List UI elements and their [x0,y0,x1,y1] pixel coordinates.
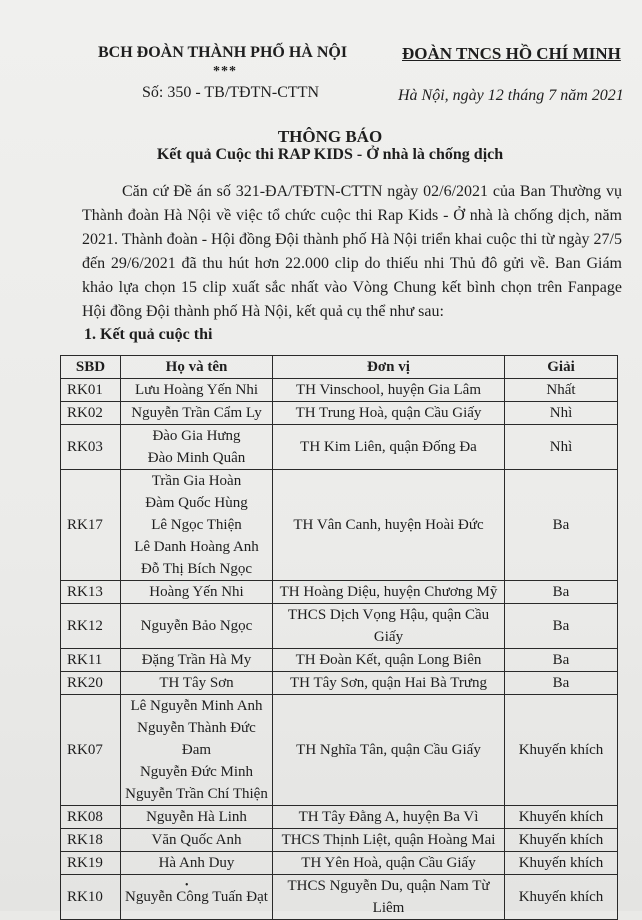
cell-sbd: RK08 [61,806,121,829]
cell-sbd: RK19 [61,852,121,875]
cell-names [121,875,273,920]
table-row [61,875,618,920]
participant-name: Đào Gia Hưng [152,428,241,444]
table-row [61,672,618,695]
participant-name: Nguyễn Công Tuấn Đạt [125,889,268,905]
participant-name: Nguyễn Bảo Ngọc [140,618,253,634]
results-table [60,355,618,920]
cell-names [121,425,273,470]
cell-prize: Ba [505,581,618,604]
table-row [61,470,618,581]
union-name: ĐOÀN TNCS HỒ CHÍ MINH [402,44,621,63]
cell-unit: TH Nghĩa Tân, quận Cầu Giấy [273,695,505,806]
cell-sbd: RK12 [61,604,121,649]
table-row [61,852,618,875]
table-header-row [61,356,618,379]
table-row [61,829,618,852]
participant-name: TH Tây Sơn [159,675,234,691]
cell-unit: TH Tây Đằng A, huyện Ba Vì [273,806,505,829]
cell-names [121,581,273,604]
participant-name: Trần Gia Hoàn [151,473,242,489]
table-row [61,402,618,425]
document-subtitle: Kết quả Cuộc thi RAP KIDS - Ở nhà là chống dịch [156,146,504,163]
cell-sbd: RK03 [61,425,121,470]
cell-names [121,806,273,829]
place-and-date: Hà Nội, ngày 12 tháng 7 năm 2021 [398,87,624,104]
cell-unit: TH Yên Hoà, quận Cầu Giấy [273,852,505,875]
participant-name: Lê Nguyễn Minh Anh [130,698,263,714]
header-name: Họ và tên [121,356,273,379]
cell-prize: Nhì [505,425,618,470]
table-row [61,695,618,806]
participant-name: Hoàng Yến Nhi [149,584,244,600]
participant-name: Nguyễn Đức Minh [139,764,254,780]
cell-prize: Nhất [505,379,618,402]
cell-unit: THCS Nguyễn Du, quận Nam Từ Liêm [273,875,505,920]
participant-name: Nguyễn Trần Cẩm Ly [131,405,262,421]
cell-sbd: RK20 [61,672,121,695]
cell-names [121,672,273,695]
table-row [61,581,618,604]
cell-sbd: RK17 [61,470,121,581]
cell-sbd: RK10 [61,875,121,920]
cell-sbd: RK18 [61,829,121,852]
cell-prize: Ba [505,649,618,672]
cell-names [121,829,273,852]
table-row [61,604,618,649]
cell-names [121,604,273,649]
cell-unit: TH Đoàn Kết, quận Long Biên [273,649,505,672]
cell-sbd: RK13 [61,581,121,604]
cell-unit: TH Trung Hoà, quận Cầu Giấy [273,402,505,425]
participant-name: Nguyễn Thành Đức Đam [137,720,256,758]
cell-names [121,695,273,806]
cell-names [121,649,273,672]
cell-prize: Khuyến khích [505,875,618,920]
cell-unit: THCS Thịnh Liệt, quận Hoàng Mai [273,829,505,852]
table-row [61,425,618,470]
table-row [61,649,618,672]
cell-sbd: RK11 [61,649,121,672]
participant-name: Đỗ Thị Bích Ngọc [141,561,252,577]
cell-names [121,379,273,402]
participant-name: Lê Ngọc Thiện [151,517,242,533]
cell-prize: Nhì [505,402,618,425]
cell-sbd: RK02 [61,402,121,425]
cell-unit: TH Hoàng Diệu, huyện Chương Mỹ [273,581,505,604]
document-title: THÔNG BÁO [277,127,383,146]
issuing-organization: BCH ĐOÀN THÀNH PHỐ HÀ NỘI [98,44,348,61]
cell-sbd: RK07 [61,695,121,806]
section-heading: 1. Kết quả cuộc thi [84,326,213,343]
header-prize: Giải [505,356,618,379]
participant-name: Đào Minh Quân [147,450,246,466]
paragraph-text: Căn cứ Đề án số 321-ĐA/TĐTN-CTTN ngày 02/6/2021 của Ban Thường vụ Thành đoàn Hà Nội về việc tổ chức cuộc thi Rap Kids - Ở nhà là chống dịch, năm 2021. Thành đoàn - Hội đồng Đội thành phố Hà Nội triển khai cuộc thi từ ngày 27/5 đến 29/6/2021 đã thu hút hơn 22.000 clip do thiếu nhi Thủ đô gửi về. Ban Giám khảo lựa chọn 15 clip xuất sắc nhất vào Vòng Chung kết bình chọn trên Fanpage Hội đồng Đội thành phố Hà Nội, kết quả cụ thể như sau: [82,183,622,320]
cell-prize: Khuyến khích [505,852,618,875]
participant-name: Lê Danh Hoàng Anh [134,539,259,555]
cell-sbd: RK01 [61,379,121,402]
cell-names [121,470,273,581]
cell-unit: TH Vinschool, huyện Gia Lâm [273,379,505,402]
participant-name: Nguyễn Hà Linh [146,809,247,825]
cell-names [121,852,273,875]
participant-name: Lưu Hoàng Yến Nhi [135,382,258,398]
cell-prize: Khuyến khích [505,829,618,852]
header-sbd: SBD [61,356,121,379]
participant-name: Văn Quốc Anh [151,832,242,848]
header-unit: Đơn vị [273,356,505,379]
header-stars: *** [213,64,237,79]
cell-names [121,402,273,425]
participant-name: Đàm Quốc Hùng [145,495,248,511]
table-row [61,806,618,829]
page-mark: • [185,880,189,891]
cell-prize: Ba [505,672,618,695]
cell-prize: Ba [505,470,618,581]
table-body [61,379,618,920]
participant-name: Nguyễn Trần Chí Thiện [125,786,268,802]
participant-name: Đặng Trần Hà My [141,652,252,668]
intro-paragraph [82,180,622,324]
cell-unit: TH Tây Sơn, quận Hai Bà Trưng [273,672,505,695]
document-number: Số: 350 - TB/TĐTN-CTTN [142,84,320,101]
cell-unit: THCS Dịch Vọng Hậu, quận Cầu Giấy [273,604,505,649]
participant-name: Hà Anh Duy [158,855,235,871]
cell-prize: Khuyến khích [505,695,618,806]
cell-unit: TH Vân Canh, huyện Hoài Đức [273,470,505,581]
table-row [61,379,618,402]
cell-prize: Khuyến khích [505,806,618,829]
cell-prize: Ba [505,604,618,649]
cell-unit: TH Kim Liên, quận Đống Đa [273,425,505,470]
